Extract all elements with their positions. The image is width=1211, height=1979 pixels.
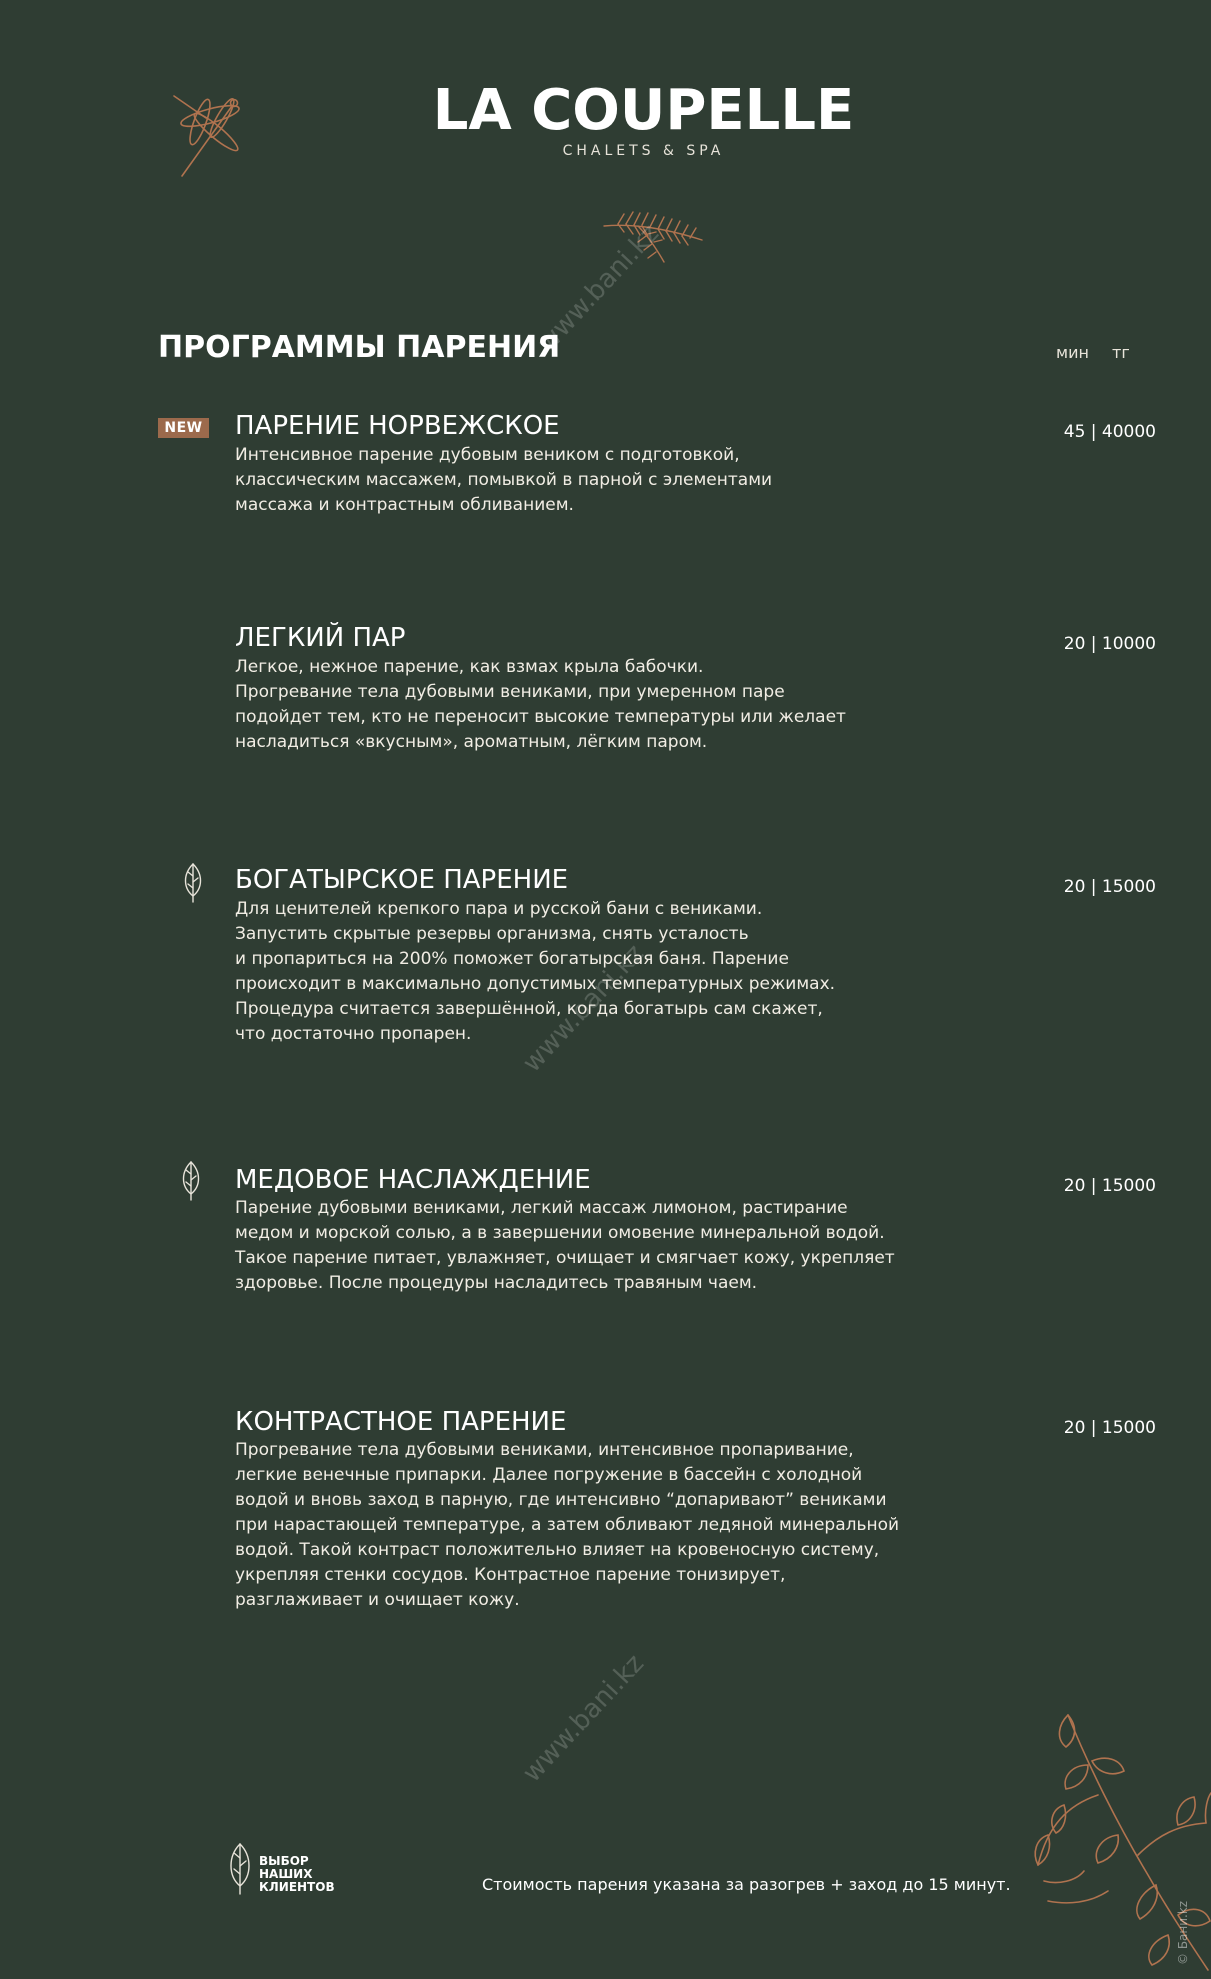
column-header-tg: тг bbox=[1112, 343, 1130, 362]
leaf-icon bbox=[228, 1838, 252, 1896]
item-title: ЛЕГКИЙ ПАР bbox=[235, 623, 406, 653]
item-price: 20 | 10000 bbox=[1063, 634, 1156, 654]
watermark: www.bani.kz bbox=[517, 938, 650, 1079]
item-description: Парение дубовыми вениками, легкий массаж лимоном, растирание медом и морской солью, а в завершении омовение минеральной водой. Такое парение питает, увлажняет, очищает и смягчает кожу, укрепляет здоровье. После процедуры насладитесь травяным чаем. bbox=[235, 1198, 895, 1293]
column-header-min: мин bbox=[1056, 343, 1089, 362]
new-badge: NEW bbox=[158, 418, 209, 438]
item-title: КОНТРАСТНОЕ ПАРЕНИЕ bbox=[235, 1407, 567, 1437]
watermark: www.bani.kz bbox=[532, 218, 665, 359]
customer-choice-label: ВЫБОР НАШИХ КЛИЕНТОВ bbox=[259, 1854, 335, 1894]
item-price: 20 | 15000 bbox=[1063, 1418, 1156, 1438]
section-title: ПРОГРАММЫ ПАРЕНИЯ bbox=[158, 330, 561, 365]
item-description: Легкое, нежное парение, как взмах крыла бабочки. Прогревание тела дубовыми вениками, при умеренном паре подойдет тем, кто не переносит высокие температуры или желает насладиться «вкусным», ароматным, лёгким паром. bbox=[235, 657, 846, 752]
logo-subtitle: CHALETS & SPA bbox=[562, 143, 725, 159]
item-price: 20 | 15000 bbox=[1063, 1176, 1156, 1196]
item-price: 20 | 15000 bbox=[1063, 877, 1156, 897]
watermark: www.bani.kz bbox=[517, 1648, 650, 1789]
item-title: ПАРЕНИЕ НОРВЕЖСКОЕ bbox=[235, 411, 560, 441]
item-description: Прогревание тела дубовыми вениками, интенсивное пропаривание, легкие венечные припарки. Далее погружение в бассейн с холодной водой и вновь заход в парную, где интенсивно “допаривают” вениками при нарастающей температуре, а затем обливают ледяной минеральной водой. Такой контраст положительно влияет на кровеносную систему, укрепляя стенки сосудов. Контрастное парение тонизирует, разглаживает и очищает кожу. bbox=[235, 1440, 900, 1610]
item-description: Интенсивное парение дубовым веником с подготовкой, классическим массажем, помывкой в парной с элементами массажа и контрастным обливанием. bbox=[235, 445, 773, 515]
logo-title: LA COUPELLE bbox=[432, 78, 855, 143]
leaf-icon bbox=[183, 858, 203, 904]
footer-note: Стоимость парения указана за разогрев + заход до 15 минут. bbox=[482, 1875, 1011, 1894]
item-description: Для ценителей крепкого пара и русской бани с вениками. Запустить скрытые резервы организма, снять усталость и пропариться на 200% поможет богатырская баня. Парение происходит в максимально допустимых температурных режимах. Процедура считается завершённой, когда богатырь сам скажет, что достаточно пропарен. bbox=[235, 899, 836, 1044]
item-title: МЕДОВОЕ НАСЛАЖДЕНИЕ bbox=[235, 1165, 591, 1195]
item-price: 45 | 40000 bbox=[1063, 422, 1156, 442]
copyright: © Бани.kz bbox=[1176, 1900, 1190, 1965]
item-title: БОГАТЫРСКОЕ ПАРЕНИЕ bbox=[235, 865, 569, 895]
leaf-icon bbox=[181, 1156, 201, 1202]
